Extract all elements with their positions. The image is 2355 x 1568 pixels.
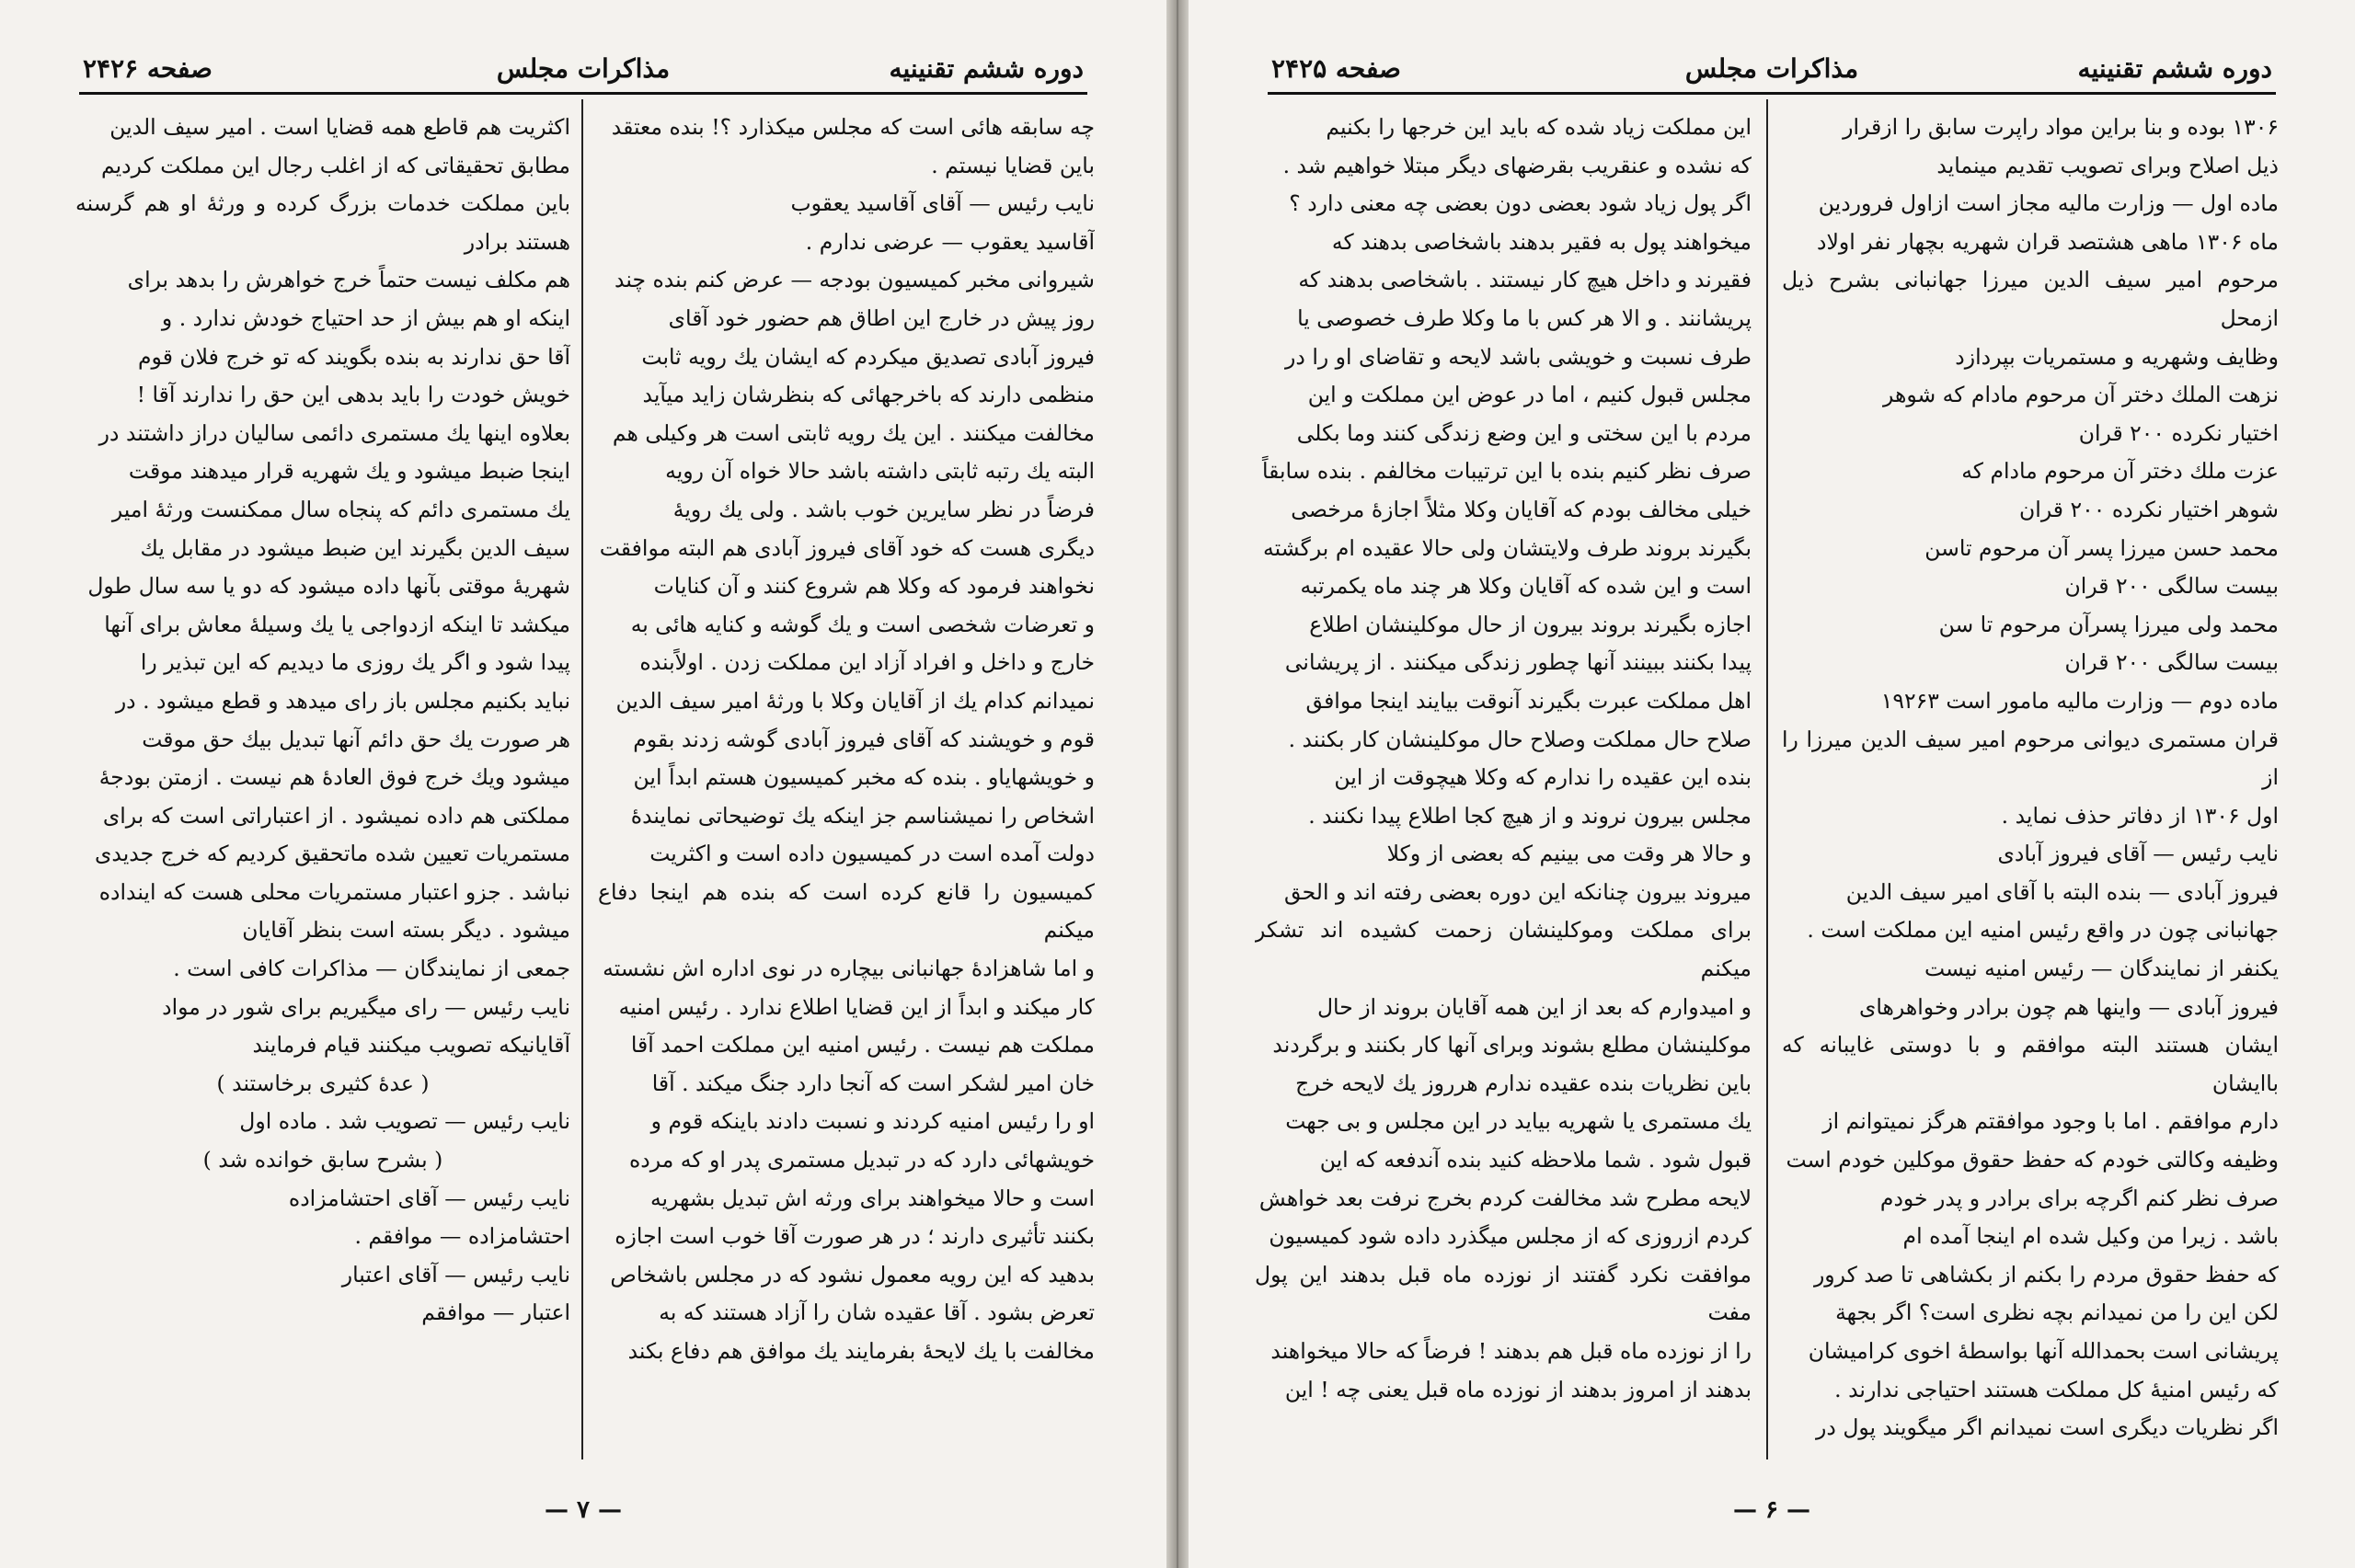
text-line: ( بشرح سابق خوانده شد ) bbox=[202, 1147, 443, 1173]
right-page-right-column bbox=[1782, 109, 2279, 1467]
text-line: است و این شده که آقایان وکلا هر چند ماه یکمرتبه bbox=[1300, 573, 1752, 600]
text-line: خویشهائی دارد که در تبدیل مستمری پدر او که مرده bbox=[628, 1147, 1095, 1173]
text-line: این مملکت زیاد شده که باید این خرجها را بکنیم bbox=[1326, 114, 1752, 140]
text-line: هر صورت یك حق دائم آنها تبدیل بیك حق موقت bbox=[142, 726, 570, 752]
right-page-left-column bbox=[1255, 109, 1752, 1467]
text-line: فرضاً در نظر سایرین خوب باشد . ولی یك رویهٔ bbox=[672, 496, 1095, 522]
text-line: خان امیر لشکر است که آنجا دارد جنگ میکند . آقا bbox=[651, 1070, 1095, 1096]
right-page bbox=[1189, 0, 2355, 1568]
text-line: و خویشهایاو . بنده که مخبر کمیسیون هستم ابداً این bbox=[633, 764, 1095, 791]
text-line: میشود ویك خرج فوق العادهٔ هم نیست . ازمتن بودجهٔ bbox=[98, 764, 570, 791]
text-line: برای مملکت وموکلینشان زحمت کشیده اند تشکر میکنم bbox=[1255, 917, 1752, 982]
left-page-left-column bbox=[75, 109, 570, 1467]
text-line: ( عدهٔ کثیری برخاستند ) bbox=[216, 1070, 430, 1096]
text-line: طرف نسبت و خویشی باشد لایحه و تقاضای او را در bbox=[1285, 343, 1752, 370]
text-line: که نشده و عنقریب بقرضهای دیگر مبتلا خواهیم شد . bbox=[1282, 152, 1752, 178]
text-line: مجلس بیرون نروند و از هیچ کجا اطلاع پیدا نکنند . bbox=[1308, 802, 1752, 829]
text-line: و تعرضات شخصی است و یك گوشه و کنایه هائی به bbox=[630, 611, 1095, 637]
header-rule bbox=[79, 92, 1087, 95]
header-rule bbox=[1268, 92, 2276, 95]
text-line: یکنفر از نمایندگان — رئیس امنیه نیست bbox=[1924, 956, 2279, 982]
text-line: نایب رئیس — آقای آقاسید یعقوب bbox=[790, 190, 1095, 217]
session-title: دوره ششم تقنینیه bbox=[889, 53, 1084, 84]
text-line: کردم ازروزی که از مجلس میگذرد داده شود کمیسیون bbox=[1269, 1223, 1752, 1250]
left-page-header bbox=[83, 53, 1084, 90]
text-line: شیروانی مخبر کمیسیون بودجه — عرض کنم بنده چند bbox=[615, 267, 1095, 293]
text-line: بدهید که این رویه معمول نشود که در مجلس باشخاص bbox=[610, 1261, 1095, 1288]
text-line: اعتبار — موافقم bbox=[421, 1299, 570, 1326]
text-line: باین قضایا نیستم . bbox=[931, 152, 1095, 178]
text-line: مطابق تحقیقاتی که از اغلب رجال این مملکت کردیم bbox=[100, 152, 570, 178]
right-page-header bbox=[1271, 53, 2272, 90]
text-line: چه سابقه هائی است که مجلس میکذارد ؟! بنده معتقد bbox=[611, 114, 1095, 140]
text-line: نایب رئیس — آقای احتشامزاده bbox=[288, 1185, 570, 1211]
text-line: کار میکند و ابداً از این قضایا اطلاع ندارد . رئیس امنیه bbox=[618, 993, 1095, 1020]
text-line: را از نوزده ماه قبل هم بدهند ! فرضاً که حالا میخواهند bbox=[1270, 1338, 1752, 1364]
text-line: مخالفت میکنند . این یك رویه ثابتی است هر وکیلی هم bbox=[612, 419, 1095, 446]
text-line: ماده اول — وزارت مالیه مجاز است ازاول فروردین bbox=[1818, 190, 2279, 217]
text-line: اینکه او هم بیش از حد احتیاج خودش ندارد . و bbox=[161, 304, 570, 331]
text-line: پیدا بکنند ببینند آنها چطور زندگی میکنند . از پریشانی bbox=[1284, 649, 1752, 676]
text-line: نایب رئیس — آقای اعتبار bbox=[341, 1261, 570, 1288]
text-line: صلاح حال مملکت وصلاح حال موکلینشان کار بکنند . bbox=[1288, 726, 1752, 752]
text-line: فیروز آبادی — بنده البته با آقای امیر سیف الدین bbox=[1845, 878, 2279, 905]
text-line: بیست سالگی ۲۰۰ قران bbox=[2064, 649, 2279, 676]
text-line: باین نظریات بنده عقیده ندارم هرروز یك لایحه خرج bbox=[1295, 1070, 1752, 1096]
text-line: مجلس قبول کنیم ، اما در عوض این مملکت و این bbox=[1307, 382, 1752, 408]
text-line: مملکتی هم داده نمیشود . از اعتباراتی است که برای bbox=[102, 802, 570, 829]
text-line: نباشد . جزو اعتبار مستمریات محلی هست که اینداده bbox=[98, 878, 570, 905]
text-line: بعلاوه اینها یك مستمری دائمی سالیان دراز داشتند در bbox=[98, 419, 570, 446]
text-line: ذیل اصلاح وبرای تصویب تقدیم مینماید bbox=[1936, 152, 2279, 178]
text-line: دارم موافقم . اما با وجود موافقتم هرگز نمیتوانم از bbox=[1822, 1108, 2279, 1135]
text-line: صرف نظر کنم اگرچه برای برادر و پدر خودم bbox=[1879, 1185, 2279, 1211]
session-title: دوره ششم تقنینیه bbox=[2077, 53, 2272, 84]
book-gutter bbox=[1166, 0, 1189, 1568]
text-line: بگیرند بروند طرف ولایتشان ولی حالا عقیده ام برگشته bbox=[1263, 534, 1752, 561]
text-line: مستمریات تعیین شده ماتحقیق کردیم که خرج جدیدی bbox=[94, 841, 570, 867]
text-line: جمعی از نمایندگان — مذاکرات کافی است . bbox=[173, 956, 570, 982]
text-line: سیف الدین بگیرند این ضبط میشود در مقابل یك bbox=[140, 534, 570, 561]
text-line: نزهت الملك دختر آن مرحوم مادام که شوهر bbox=[1883, 382, 2279, 408]
text-line: بنده این عقیده را ندارم که وکلا هیچوقت از این bbox=[1334, 764, 1752, 791]
publication-title: مذاکرات مجلس bbox=[496, 53, 671, 84]
text-line: میخواهند پول به فقیر بدهند باشخاصی بدهند که bbox=[1331, 228, 1752, 255]
text-line: پریشانی است بحمدالله آنها بواسطهٔ اخوی کرامیشان bbox=[1808, 1338, 2279, 1364]
text-line: آقا حق ندارند به بنده بگویند که تو خرج فلان قوم bbox=[138, 343, 570, 370]
text-line: باشد . زیرا من وکیل شده ام اینجا آمده ام bbox=[1902, 1223, 2279, 1250]
text-line: آقایانیکه تصویب میکنند قیام فرمایند bbox=[252, 1032, 570, 1059]
column-divider bbox=[1766, 99, 1768, 1459]
text-line: البته یك رتبه ثابتی داشته باشد حالا خواه آن رویه bbox=[665, 458, 1095, 485]
text-line: اهل مملکت عبرت بگیرند آنوقت بیایند اینجا موافق bbox=[1305, 687, 1752, 714]
text-line: میکشد تا اینکه ازدواجی یا یك وسیلهٔ معاش برای آنها bbox=[104, 611, 570, 637]
text-line: موکلینشان مطلع بشوند وبرای آنها کار بکنند و برگردند bbox=[1272, 1032, 1752, 1059]
text-line: خیلی مخالف بودم که آقایان وکلا مثلاً اجازهٔ مرخصی bbox=[1291, 496, 1752, 522]
text-line: یك مستمری یا شهریه بیاید در این مجلس و بی جهت bbox=[1285, 1108, 1752, 1135]
text-line: شهریهٔ موقتی بآنها داده میشود که دو یا سه سال طول bbox=[87, 573, 570, 600]
text-line: هم مکلف نیست حتماً خرج خواهرش را بدهد برای bbox=[127, 267, 570, 293]
text-line: یك مستمری دائم که پنجاه سال ممکنست ورثهٔ امیر bbox=[111, 496, 570, 522]
text-line: مملکت هم نیست . رئیس امنیه این مملکت احمد آقا bbox=[630, 1032, 1095, 1059]
text-line: است و حالا میخواهند برای ورثه اش تبدیل بشهریه bbox=[649, 1185, 1095, 1211]
text-line: میروند بیرون چنانکه این دوره بعضی رفته اند و الحق bbox=[1284, 878, 1752, 905]
left-page-right-column bbox=[598, 109, 1095, 1467]
text-line: شوهر اختیار نکرده ۲۰۰ قران bbox=[2019, 496, 2279, 522]
text-line: نایب رئیس — تصویب شد . ماده اول bbox=[239, 1108, 570, 1135]
text-line: روز پیش در خارج این اطاق هم حضور خود آقای bbox=[668, 304, 1095, 331]
text-line: ماده دوم — وزارت مالیه مامور است ۱۹۲۶۳ bbox=[1880, 687, 2279, 714]
page-footer bbox=[1189, 1496, 2355, 1524]
text-line: که حفظ حقوق مردم را بکنم از بکشاهی تا صد کرور bbox=[1813, 1261, 2279, 1288]
text-line: خویش خودت را باید بدهی این حق را ندارند آقا ! bbox=[136, 382, 570, 408]
text-line: بکنند تأثیری دارند ؛ در هر صورت آقا خوب است اجازه bbox=[615, 1223, 1095, 1250]
text-line: عزت ملك دختر آن مرحوم مادام که bbox=[1961, 458, 2279, 485]
text-line: ماه ۱۳۰۶ ماهی هشتصد قران شهریه بچهار نفر اولاد bbox=[1816, 228, 2279, 255]
text-line: نباید بکنیم مجلس باز رای میدهد و قطع میشود . در bbox=[115, 687, 570, 714]
text-line: نایب رئیس — آقای فیروز آبادی bbox=[1997, 841, 2279, 867]
text-line: لایحه مطرح شد مخالفت کردم بخرج نرفت بعد خواهش bbox=[1258, 1185, 1752, 1211]
text-line: قبول شود . شما ملاحظه کنید بنده آندفعه که این bbox=[1319, 1147, 1752, 1173]
text-line: دولت آمده است در کمیسیون داده است و اکثریت bbox=[649, 841, 1095, 867]
text-line: فیروز آبادی تصدیق میکردم که ایشان یك رویه ثابت bbox=[641, 343, 1095, 370]
column-divider bbox=[581, 99, 583, 1459]
text-line: وظیفه وکالتی خودم که حفظ حقوق موکلین خودم است bbox=[1786, 1147, 2279, 1173]
text-line: منظمی دارند که باخرجهائی که بنظرشان زاید میآید bbox=[642, 382, 1095, 408]
text-line: محمد ولی میرزا پسرآن مرحوم تا سن bbox=[1938, 611, 2279, 637]
text-line: جهانبانی چون در واقع رئیس امنیه این مملکت است . bbox=[1807, 917, 2279, 944]
text-line: او را رئیس امنیه کردند و نسبت دادند باینکه قوم و bbox=[650, 1108, 1095, 1135]
text-line: کمیسیون را قانع کرده است که بنده هم اینجا دفاع میکنم bbox=[598, 878, 1095, 944]
text-line: که رئیس امنیهٔ کل مملکت هستند احتیاجی ندارند . bbox=[1834, 1376, 2279, 1402]
text-line: موافقت نکرد گفتند از نوزده ماه قبل بدهند این پول مفت bbox=[1255, 1261, 1752, 1326]
text-line: و حالا هر وقت می بینیم که بعضی از وکلا bbox=[1386, 841, 1752, 867]
text-line: اگر پول زیاد شود بعضی دون بعضی چه معنی دارد ؟ bbox=[1289, 190, 1752, 217]
text-line: و اما شاهزادهٔ جهانبانی بیچاره در نوی اداره اش نشسته bbox=[603, 956, 1095, 982]
text-line: دیگری هست که خود آقای فیروز آبادی هم البته موافقت bbox=[599, 534, 1095, 561]
left-page bbox=[0, 0, 1166, 1568]
text-line: آقاسید یعقوب — عرضی ندارم . bbox=[805, 228, 1095, 255]
text-line: اکثریت هم قاطع همه قضایا است . امیر سیف الدین bbox=[109, 114, 570, 140]
page-folio: — ۷ — bbox=[544, 1496, 623, 1524]
text-line: تعرض بشود . آقا عقیده شان را آزاد هستند که به bbox=[659, 1299, 1095, 1326]
text-line: مرحوم امیر سیف الدین میرزا جهانبانی بشرح ذیل ازمحل bbox=[1782, 267, 2279, 331]
text-line: ایشان هستند البته موافقم و با دوستی غایبانه که باایشان bbox=[1782, 1032, 2279, 1096]
text-line: محمد حسن میرزا پسر آن مرحوم تاسن bbox=[1924, 534, 2279, 561]
text-line: قران مستمری دیوانی مرحوم امیر سیف الدین میرزا را از bbox=[1782, 726, 2279, 791]
text-line: و امیدوارم که بعد از این همه آقایان بروند از حال bbox=[1316, 993, 1752, 1020]
text-line: اینجا ضبط میشود و یك شهریه قرار میدهند موقت bbox=[128, 458, 570, 485]
text-line: باین مملکت خدمات بزرگ کرده و ورثهٔ او هم گرسنه هستند برادر bbox=[75, 190, 570, 255]
text-line: میشود . دیگر بسته است بنظر آقایان bbox=[242, 917, 570, 944]
text-line: قوم و خویشند که آقای فیروز آبادی گوشه زدند بقوم bbox=[633, 726, 1095, 752]
text-line: مخالفت با یك لایحهٔ بفرمایند یك موافق هم دفاع بکند bbox=[627, 1338, 1095, 1364]
text-line: پریشانند . و الا هر کس با ما وکلا طرف خصوصی یا bbox=[1297, 304, 1752, 331]
page-number-label: صفحه ۲۴۲۶ bbox=[83, 53, 213, 84]
text-line: مردم با این سختی و این وضع زندگی کنند وما بکلی bbox=[1296, 419, 1752, 446]
text-line: احتشامزاده — موافقم . bbox=[354, 1223, 570, 1250]
publication-title: مذاکرات مجلس bbox=[1684, 53, 1859, 84]
page-footer bbox=[0, 1496, 1166, 1524]
text-line: وظایف وشهریه و مستمریات بپردازد bbox=[1955, 343, 2279, 370]
text-line: ۱۳۰۶ بوده و بنا براین مواد راپرت سابق را ازقرار bbox=[1843, 114, 2279, 140]
text-line: اگر نظریات دیگری است نمیدانم اگر میگویند پول در bbox=[1816, 1414, 2279, 1441]
text-line: بیست سالگی ۲۰۰ قران bbox=[2064, 573, 2279, 600]
text-line: فیروز آبادی — واینها هم چون برادر وخواهرهای bbox=[1858, 993, 2279, 1020]
text-line: پیدا شود و اگر یك روزی ما دیدیم که این تبذیر را bbox=[140, 649, 570, 676]
text-line: نایب رئیس — رای میگیریم برای شور در مواد bbox=[162, 993, 570, 1020]
page-number-label: صفحه ۲۴۲۵ bbox=[1271, 53, 1401, 84]
page-folio: — ۶ — bbox=[1732, 1496, 1811, 1524]
text-line: نخواهند فرمود که وکلا هم شروع کنند و آن کنایات bbox=[653, 573, 1095, 600]
text-line: صرف نظر کنیم بنده با این ترتیبات مخالفم . بنده سابقاً bbox=[1261, 458, 1752, 485]
text-line: اجازه بگیرند بروند بیرون از حال موکلینشان اطلاع bbox=[1309, 611, 1752, 637]
text-line: بدهند از امروز بدهند از نوزده ماه قبل یعنی چه ! این bbox=[1284, 1376, 1752, 1402]
text-line: نمیدانم کدام یك از آقایان وکلا با ورثهٔ امیر سیف الدین bbox=[615, 687, 1095, 714]
text-line: اول ۱۳۰۶ از دفاتر حذف نماید . bbox=[2001, 802, 2279, 829]
text-line: لکن این را من نمیدانم بچه نظری است؟ اگر بجهة bbox=[1835, 1299, 2279, 1326]
text-line: خارج و داخل و افراد آزاد این مملکت زدن . اولاًبنده bbox=[639, 649, 1095, 676]
text-line: اختیار نکرده ۲۰۰ قران bbox=[2078, 419, 2279, 446]
text-line: فقیرند و داخل هیچ کار نیستند . باشخاصی بدهند که bbox=[1298, 267, 1752, 293]
text-line: اشخاص را نمیشناسم جز اینکه یك توضیحاتی نمایندهٔ bbox=[630, 802, 1095, 829]
